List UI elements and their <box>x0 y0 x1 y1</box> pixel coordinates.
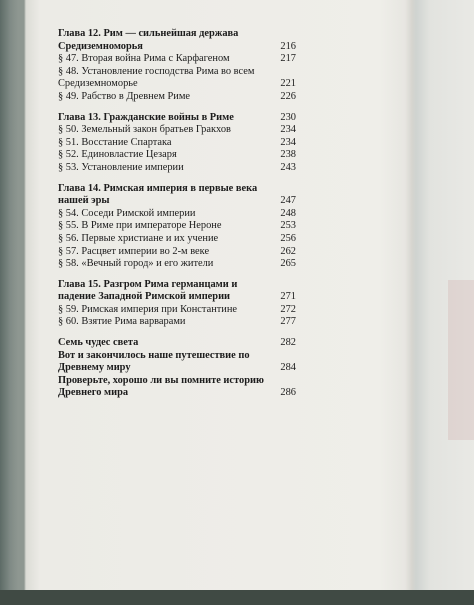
toc-item <box>58 316 296 329</box>
item-title: § 58. «Вечный город» и его жители <box>58 258 214 270</box>
page-number: 247 <box>280 195 296 207</box>
item-title: § 48. Установление господства Рима во всем Средиземноморье <box>58 65 255 90</box>
page-number: 286 <box>280 387 296 399</box>
toc-item <box>58 53 296 66</box>
toc-item <box>58 220 296 233</box>
page-number: 253 <box>280 220 296 232</box>
chapter-heading <box>58 183 296 208</box>
chapter-title: Глава 13. Гражданские войны в Риме <box>58 111 234 123</box>
page-number: 243 <box>280 161 296 173</box>
page-number: 248 <box>280 207 296 219</box>
item-title: § 53. Установление империи <box>58 161 184 173</box>
item-title: § 55. В Риме при императоре Нероне <box>58 220 222 232</box>
chapter-heading <box>58 112 296 125</box>
back-matter <box>58 337 296 400</box>
extra-entry <box>58 350 296 375</box>
toc-item <box>58 124 296 137</box>
item-title: § 59. Римская империя при Константине <box>58 303 238 315</box>
page-number: 277 <box>280 316 296 328</box>
chapter-title: Глава 15. Разгром Рима германцами и падение Западной Римской империи <box>58 278 238 303</box>
toc-item <box>58 149 296 162</box>
toc-item <box>58 246 296 259</box>
toc-item <box>58 137 296 150</box>
page-number: 217 <box>280 53 296 65</box>
toc-item <box>58 66 296 91</box>
item-title: § 60. Взятие Рима варварами <box>58 316 186 328</box>
extra-title: Вот и закончилось наше путешествие по Древнему миру <box>58 349 250 374</box>
facing-page-illustration <box>448 280 474 440</box>
item-title: § 56. Первые христиане и их учение <box>58 232 219 244</box>
page-number: 265 <box>280 258 296 270</box>
facing-page-bleed <box>418 22 474 590</box>
page-number: 221 <box>280 78 296 90</box>
extra-title: Семь чудес света <box>58 337 139 349</box>
item-title: § 54. Соседи Римской империи <box>58 207 196 219</box>
extra-entry <box>58 375 296 400</box>
page-number: 256 <box>280 232 296 244</box>
page-number: 216 <box>280 40 296 52</box>
page-number: 271 <box>280 291 296 303</box>
item-title: § 52. Единовластие Цезаря <box>58 149 177 161</box>
page-number: 272 <box>280 303 296 315</box>
page-number: 234 <box>280 124 296 136</box>
chapter-heading <box>58 28 296 53</box>
extra-entry <box>58 337 296 350</box>
page-number: 230 <box>280 111 296 123</box>
toc-item <box>58 304 296 317</box>
item-title: § 49. Рабство в Древнем Риме <box>58 90 191 102</box>
chapter-14 <box>58 183 296 271</box>
page-number: 282 <box>280 337 296 349</box>
chapter-13 <box>58 112 296 175</box>
page-number: 238 <box>280 149 296 161</box>
chapter-heading <box>58 279 296 304</box>
page-number: 234 <box>280 136 296 148</box>
item-title: § 50. Земельный закон братьев Гракхов <box>58 124 231 136</box>
toc-item <box>58 208 296 221</box>
scanner-edge <box>0 590 474 605</box>
chapter-title: Глава 14. Римская империя в первые века нашей эры <box>58 182 258 207</box>
chapter-15 <box>58 279 296 329</box>
item-title: § 57. Расцвет империи во 2-м веке <box>58 245 210 257</box>
page-number: 226 <box>280 90 296 102</box>
page-number: 262 <box>280 245 296 257</box>
toc-item <box>58 233 296 246</box>
extra-title: Проверьте, хорошо ли вы помните историю Древнего мира <box>58 374 264 399</box>
item-title: § 51. Восстание Спартака <box>58 136 172 148</box>
chapter-12 <box>58 28 296 104</box>
page-number: 284 <box>280 362 296 374</box>
toc-item <box>58 258 296 271</box>
item-title: § 47. Вторая война Рима с Карфагеном <box>58 53 230 65</box>
toc-item <box>58 162 296 175</box>
table-of-contents <box>58 28 296 408</box>
chapter-title: Глава 12. Рим — сильнейшая держава Средиземноморья <box>58 28 239 52</box>
toc-item <box>58 91 296 104</box>
